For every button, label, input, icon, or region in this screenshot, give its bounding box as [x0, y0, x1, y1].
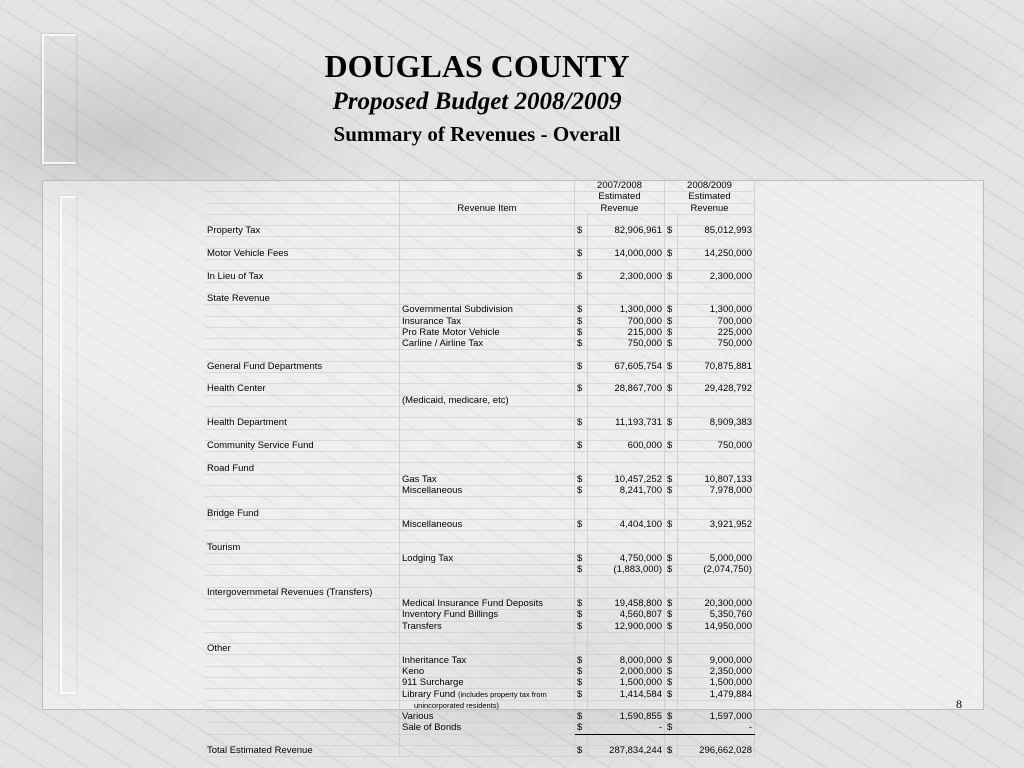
row-category	[205, 395, 400, 406]
value-2007: 287,834,244	[588, 745, 665, 756]
dollar-sign-2007: $	[575, 440, 588, 451]
dollar-sign-2008: $	[665, 248, 678, 259]
dollar-sign-2007: $	[575, 745, 588, 756]
table-row	[205, 384, 755, 395]
row-category: Intergovernmetal Revenues (Transfers)	[205, 587, 400, 598]
dollar-sign-2008: $	[665, 339, 678, 350]
row-item	[400, 395, 575, 406]
dollar-sign-2007: $	[575, 666, 588, 677]
row-item-label: Keno	[402, 665, 425, 677]
header-col2-line3: Revenue	[665, 203, 755, 214]
dollar-sign-2008	[665, 587, 678, 598]
dollar-sign-2008: $	[665, 598, 678, 609]
dollar-sign-2008: $	[665, 723, 678, 734]
value-2007: 1,414,584	[588, 689, 665, 700]
spacer-row	[205, 214, 755, 225]
row-category	[205, 305, 400, 316]
row-item	[400, 598, 575, 609]
row-item	[400, 689, 575, 700]
row-item	[400, 327, 575, 338]
table-row	[205, 508, 755, 519]
header-col1-line2: Estimated	[575, 192, 665, 203]
row-item-label: Library Fund	[402, 688, 456, 700]
value-2007: 14,000,000	[588, 248, 665, 259]
dollar-sign-2007: $	[575, 711, 588, 722]
row-item	[400, 384, 575, 395]
row-item	[400, 293, 575, 304]
row-item	[400, 587, 575, 598]
spacer-row	[205, 406, 755, 417]
dollar-sign-2007: $	[575, 565, 588, 576]
row-item	[400, 711, 575, 722]
dollar-sign-2007	[575, 542, 588, 553]
table-row	[205, 440, 755, 451]
row-category	[205, 565, 400, 576]
value-2008	[678, 395, 755, 406]
table-row	[205, 293, 755, 304]
table-row	[205, 700, 755, 711]
table-row	[205, 305, 755, 316]
spacer-row	[205, 497, 755, 508]
row-category: Bridge Fund	[205, 508, 400, 519]
dollar-sign-2007	[575, 293, 588, 304]
value-2007: 1,590,855	[588, 711, 665, 722]
header-col1-line1: 2007/2008	[575, 181, 665, 192]
value-2008	[678, 644, 755, 655]
dollar-sign-2007: $	[575, 486, 588, 497]
table-row	[205, 226, 755, 237]
row-item	[400, 361, 575, 372]
dollar-sign-2008: $	[665, 621, 678, 632]
row-category: Property Tax	[205, 226, 400, 237]
page-number: 8	[956, 697, 962, 711]
header-row-2	[205, 192, 755, 203]
value-2008: 1,597,000	[678, 711, 755, 722]
dollar-sign-2008: $	[665, 316, 678, 327]
row-item-label: Pro Rate Motor Vehicle	[402, 327, 500, 338]
value-2007: 8,000,000	[588, 655, 665, 666]
row-category: In Lieu of Tax	[205, 271, 400, 282]
dollar-sign-2008: $	[665, 271, 678, 282]
dollar-sign-2008	[665, 463, 678, 474]
spacer-row	[205, 350, 755, 361]
value-2007: 4,560,807	[588, 610, 665, 621]
row-item	[400, 440, 575, 451]
value-2007: 215,000	[588, 327, 665, 338]
row-note: unincorporated residents)	[414, 700, 500, 710]
row-item-label: 911 Surcharge	[402, 677, 464, 689]
row-category	[205, 655, 400, 666]
value-2008: 10,807,133	[678, 474, 755, 485]
value-2007: 700,000	[588, 316, 665, 327]
value-2008: 750,000	[678, 440, 755, 451]
table-row	[205, 587, 755, 598]
value-2007	[588, 395, 665, 406]
row-item	[400, 316, 575, 327]
value-2008	[678, 508, 755, 519]
table-row	[205, 474, 755, 485]
table-row	[205, 316, 755, 327]
spacer-row	[205, 576, 755, 587]
table-row	[205, 723, 755, 734]
row-item	[400, 621, 575, 632]
spacer-row	[205, 373, 755, 384]
row-item-label: Miscellaneous	[402, 519, 463, 531]
value-2007	[588, 463, 665, 474]
table-row	[205, 519, 755, 530]
row-item-label: Lodging Tax	[402, 552, 454, 564]
value-2007: (1,883,000)	[588, 565, 665, 576]
row-item	[400, 644, 575, 655]
value-2007: 11,193,731	[588, 418, 665, 429]
table-row	[205, 666, 755, 677]
row-category	[205, 711, 400, 722]
value-2007: 750,000	[588, 339, 665, 350]
value-2007: 4,404,100	[588, 519, 665, 530]
dollar-sign-2008: $	[665, 655, 678, 666]
value-2007: 67,605,754	[588, 361, 665, 372]
dollar-sign-2007: $	[575, 723, 588, 734]
value-2008: 20,300,000	[678, 598, 755, 609]
dollar-sign-2007: $	[575, 316, 588, 327]
dollar-sign-2007: $	[575, 598, 588, 609]
spacer-row	[205, 429, 755, 440]
value-2007: 8,241,700	[588, 486, 665, 497]
table-row	[205, 486, 755, 497]
row-item	[400, 666, 575, 677]
row-item	[400, 271, 575, 282]
row-category	[205, 327, 400, 338]
dollar-sign-2007: $	[575, 339, 588, 350]
dollar-sign-2007: $	[575, 327, 588, 338]
value-2008: 29,428,792	[678, 384, 755, 395]
header-col1-line3: Revenue	[575, 203, 665, 214]
value-2007: -	[588, 723, 665, 734]
dollar-sign-2007	[575, 395, 588, 406]
row-category: Total Estimated Revenue	[205, 745, 400, 756]
row-item-label: Miscellaneous	[402, 485, 463, 497]
row-category: Road Fund	[205, 463, 400, 474]
row-item-label: Insurance Tax	[402, 315, 461, 327]
row-item	[400, 339, 575, 350]
value-2008: 70,875,881	[678, 361, 755, 372]
spacer-row	[205, 531, 755, 542]
spacer-row	[205, 734, 755, 745]
row-item-label: Transfers	[402, 620, 442, 632]
dollar-sign-2007	[575, 644, 588, 655]
value-2007	[588, 508, 665, 519]
value-2007: 1,300,000	[588, 305, 665, 316]
row-item	[400, 463, 575, 474]
value-2007	[588, 644, 665, 655]
row-item-label: Inventory Fund Billings	[402, 609, 499, 621]
header-revenue-item: Revenue Item	[400, 203, 575, 214]
row-category: Motor Vehicle Fees	[205, 248, 400, 259]
value-2007: 600,000	[588, 440, 665, 451]
dollar-sign-2008: $	[665, 305, 678, 316]
value-2008	[678, 587, 755, 598]
row-category: General Fund Departments	[205, 361, 400, 372]
dollar-sign-2007: $	[575, 361, 588, 372]
row-item	[400, 226, 575, 237]
table-row	[205, 418, 755, 429]
value-2007: 2,000,000	[588, 666, 665, 677]
value-2008	[678, 463, 755, 474]
row-item	[400, 542, 575, 553]
table-row	[205, 655, 755, 666]
spacer-row	[205, 237, 755, 248]
dollar-sign-2008: $	[665, 226, 678, 237]
row-item	[400, 486, 575, 497]
spacer-row	[205, 282, 755, 293]
row-category	[205, 474, 400, 485]
value-2008: 8,909,383	[678, 418, 755, 429]
dollar-sign-2007: $	[575, 689, 588, 700]
row-category	[205, 339, 400, 350]
table-row	[205, 644, 755, 655]
value-2007: 19,458,800	[588, 598, 665, 609]
page-subtitle: Proposed Budget 2008/2009	[332, 88, 622, 115]
row-item	[400, 565, 575, 576]
row-item	[400, 305, 575, 316]
value-2007: 82,906,961	[588, 226, 665, 237]
dollar-sign-2007: $	[575, 418, 588, 429]
dollar-sign-2007: $	[575, 553, 588, 564]
spacer-row	[205, 632, 755, 643]
dollar-sign-2007: $	[575, 621, 588, 632]
row-item-label: Inheritance Tax	[402, 654, 467, 666]
table-row	[205, 395, 755, 406]
row-item	[400, 655, 575, 666]
table-row	[205, 610, 755, 621]
value-2008: 5,350,760	[678, 610, 755, 621]
dollar-sign-2008: $	[665, 486, 678, 497]
revenue-table	[205, 181, 755, 757]
dollar-sign-2007: $	[575, 678, 588, 689]
dollar-sign-2008: $	[665, 666, 678, 677]
table-row	[205, 271, 755, 282]
table-row	[205, 711, 755, 722]
value-2008: -	[678, 723, 755, 734]
table-row	[205, 565, 755, 576]
dollar-sign-2008: $	[665, 565, 678, 576]
row-item-label: Governmental Subdivision	[402, 304, 513, 316]
value-2008	[678, 542, 755, 553]
value-2008: 1,479,884	[678, 689, 755, 700]
row-item-label: Sale of Bonds	[402, 722, 462, 734]
table-row	[205, 248, 755, 259]
table-row	[205, 553, 755, 564]
value-2007	[588, 293, 665, 304]
value-2008: 14,250,000	[678, 248, 755, 259]
header-col2-line1: 2008/2009	[665, 181, 755, 192]
value-2008	[678, 293, 755, 304]
value-2008: 225,000	[678, 327, 755, 338]
row-category	[205, 598, 400, 609]
row-item	[400, 418, 575, 429]
row-category	[205, 519, 400, 530]
row-category: Health Center	[205, 384, 400, 395]
dollar-sign-2008: $	[665, 440, 678, 451]
value-2007: 10,457,252	[588, 474, 665, 485]
row-category	[205, 678, 400, 689]
page-title: DOUGLAS COUNTY	[324, 48, 630, 84]
row-category: Health Department	[205, 418, 400, 429]
dollar-sign-2007	[575, 587, 588, 598]
value-2008: (2,074,750)	[678, 565, 755, 576]
row-category	[205, 689, 400, 700]
dollar-sign-2008: $	[665, 418, 678, 429]
value-2008: 3,921,952	[678, 519, 755, 530]
row-category	[205, 723, 400, 734]
dollar-sign-2007: $	[575, 519, 588, 530]
row-item-label: (Medicaid, medicare, etc)	[402, 394, 509, 406]
row-item	[400, 610, 575, 621]
row-item	[400, 474, 575, 485]
dollar-sign-2008	[665, 644, 678, 655]
table-row	[205, 689, 755, 700]
row-item-label: Medical Insurance Fund Deposits	[402, 598, 543, 610]
dollar-sign-2008: $	[665, 678, 678, 689]
row-category	[205, 666, 400, 677]
dollar-sign-2007	[575, 508, 588, 519]
value-2008: 5,000,000	[678, 553, 755, 564]
dollar-sign-2008: $	[665, 361, 678, 372]
dollar-sign-2007: $	[575, 305, 588, 316]
dollar-sign-2008: $	[665, 384, 678, 395]
row-item	[400, 723, 575, 734]
row-category	[205, 553, 400, 564]
row-item	[400, 248, 575, 259]
row-item	[400, 519, 575, 530]
row-category: Other	[205, 644, 400, 655]
header-col2-line2: Estimated	[665, 192, 755, 203]
row-category	[205, 610, 400, 621]
header-row-3	[205, 203, 755, 214]
table-row	[205, 745, 755, 756]
dollar-sign-2008: $	[665, 610, 678, 621]
row-item-label: Gas Tax	[402, 473, 437, 485]
row-item-label: Various	[402, 711, 434, 723]
value-2008: 7,978,000	[678, 486, 755, 497]
value-2007: 28,867,700	[588, 384, 665, 395]
row-item	[400, 678, 575, 689]
dollar-sign-2008	[665, 542, 678, 553]
value-2008: 700,000	[678, 316, 755, 327]
row-item	[400, 508, 575, 519]
row-category: State Revenue	[205, 293, 400, 304]
table-row	[205, 678, 755, 689]
value-2008: 2,350,000	[678, 666, 755, 677]
value-2008: 85,012,993	[678, 226, 755, 237]
spacer-row	[205, 452, 755, 463]
page-summary-title: Summary of Revenues - Overall	[333, 122, 621, 146]
dollar-sign-2008: $	[665, 474, 678, 485]
row-item	[400, 745, 575, 756]
row-item-note: (includes property tax from	[457, 689, 547, 699]
table-row	[205, 339, 755, 350]
dollar-sign-2007: $	[575, 226, 588, 237]
value-2008: 296,662,028	[678, 745, 755, 756]
dollar-sign-2008: $	[665, 327, 678, 338]
dollar-sign-2008	[665, 508, 678, 519]
table-row	[205, 621, 755, 632]
table-row	[205, 463, 755, 474]
dollar-sign-2008: $	[665, 553, 678, 564]
value-2008: 1,500,000	[678, 678, 755, 689]
row-category	[205, 486, 400, 497]
row-category: Tourism	[205, 542, 400, 553]
dollar-sign-2007: $	[575, 271, 588, 282]
dollar-sign-2008	[665, 293, 678, 304]
table-row	[205, 598, 755, 609]
value-2007: 1,500,000	[588, 678, 665, 689]
table-row	[205, 327, 755, 338]
dollar-sign-2007: $	[575, 610, 588, 621]
value-2007	[588, 542, 665, 553]
dollar-sign-2007	[575, 463, 588, 474]
row-item	[400, 553, 575, 564]
value-2008: 1,300,000	[678, 305, 755, 316]
value-2008: 9,000,000	[678, 655, 755, 666]
table-row	[205, 361, 755, 372]
row-item-label: Carline / Airline Tax	[402, 338, 484, 350]
table-row	[205, 542, 755, 553]
dollar-sign-2007: $	[575, 474, 588, 485]
dollar-sign-2007: $	[575, 655, 588, 666]
value-2008: 750,000	[678, 339, 755, 350]
value-2007: 4,750,000	[588, 553, 665, 564]
dollar-sign-2008: $	[665, 745, 678, 756]
row-category: Community Service Fund	[205, 440, 400, 451]
value-2008: 14,950,000	[678, 621, 755, 632]
dollar-sign-2008: $	[665, 689, 678, 700]
value-2007: 12,900,000	[588, 621, 665, 632]
dollar-sign-2008: $	[665, 711, 678, 722]
dollar-sign-2008: $	[665, 519, 678, 530]
value-2007: 2,300,000	[588, 271, 665, 282]
dollar-sign-2008	[665, 395, 678, 406]
dollar-sign-2007: $	[575, 384, 588, 395]
revenue-table-body	[205, 181, 755, 757]
row-category	[205, 316, 400, 327]
header-row-1	[205, 181, 755, 192]
value-2008: 2,300,000	[678, 271, 755, 282]
spacer-row	[205, 260, 755, 271]
value-2007	[588, 587, 665, 598]
row-category	[205, 621, 400, 632]
dollar-sign-2007: $	[575, 248, 588, 259]
